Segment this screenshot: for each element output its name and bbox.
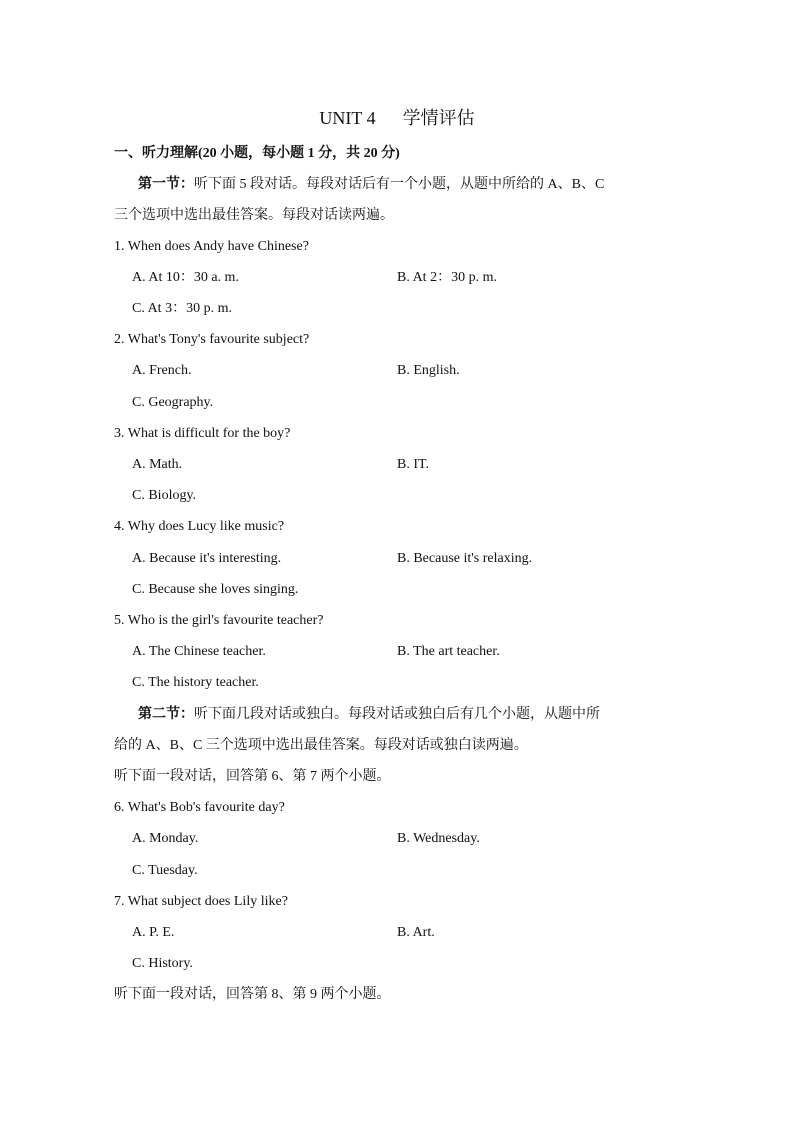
question-7-option-c: C. History. — [132, 956, 193, 971]
question-1: 1. When does Andy have Chinese? — [114, 239, 309, 254]
question-5-option-a: A. The Chinese teacher. — [132, 644, 266, 659]
question-7-option-a: A. P. E. — [132, 925, 175, 940]
part2-instructions-line1 — [138, 705, 600, 725]
question-5-option-b: B. The art teacher. — [397, 644, 500, 659]
question-6-option-c: C. Tuesday. — [132, 863, 198, 878]
question-1-option-a: A. At 10：30 a. m. — [132, 270, 239, 285]
question-1-option-c: C. At 3：30 p. m. — [132, 301, 232, 316]
question-4-option-a: A. Because it's interesting. — [132, 551, 282, 566]
question-5: 5. Who is the girl's favourite teacher? — [114, 613, 324, 628]
question-3: 3. What is difficult for the boy? — [114, 426, 291, 441]
question-3-option-c: C. Biology. — [132, 488, 197, 503]
question-2-option-b: B. English. — [397, 363, 460, 378]
dialog-note-8-9: 听下面一段对话，回答第 8、第 9 两个小题。 — [114, 987, 391, 1002]
part1-instructions-line1 — [138, 175, 604, 195]
question-3-option-b: B. IT. — [397, 457, 430, 472]
question-2-option-c: C. Geography. — [132, 395, 214, 410]
dialog-note-6-7: 听下面一段对话，回答第 6、第 7 两个小题。 — [114, 769, 391, 784]
part2-instr-text1: 听下面几段对话或独白。每段对话或独白后有几个小题，从题中所 — [194, 707, 600, 722]
part1-instructions-line2: 三个选项中选出最佳答案。每段对话读两遍。 — [114, 208, 394, 223]
part1-instr-text1: 听下面 5 段对话。每段对话后有一个小题，从题中所给的 A、B、C — [194, 177, 605, 192]
section-heading-listening: 一、听力理解(20 小题，每小题 1 分，共 20 分) — [114, 146, 400, 161]
question-5-option-c: C. The history teacher. — [132, 675, 259, 690]
question-4: 4. Why does Lucy like music? — [114, 519, 285, 534]
question-2: 2. What's Tony's favourite subject? — [114, 332, 310, 347]
part2-label: 第二节： — [138, 707, 194, 722]
question-7-option-b: B. Art. — [397, 925, 435, 940]
question-4-option-b: B. Because it's relaxing. — [397, 551, 533, 566]
question-4-option-c: C. Because she loves singing. — [132, 582, 299, 597]
question-1-option-b: B. At 2：30 p. m. — [397, 270, 497, 285]
part1-label: 第一节： — [138, 177, 194, 192]
question-7: 7. What subject does Lily like? — [114, 894, 288, 909]
part2-instructions-line2: 给的 A、B、C 三个选项中选出最佳答案。每段对话或独白读两遍。 — [114, 738, 528, 753]
question-2-option-a: A. French. — [132, 363, 192, 378]
question-6: 6. What's Bob's favourite day? — [114, 800, 285, 815]
page-title: UNIT 4 学情评估 — [319, 108, 475, 128]
question-6-option-a: A. Monday. — [132, 831, 199, 846]
question-6-option-b: B. Wednesday. — [397, 831, 480, 846]
question-3-option-a: A. Math. — [132, 457, 183, 472]
